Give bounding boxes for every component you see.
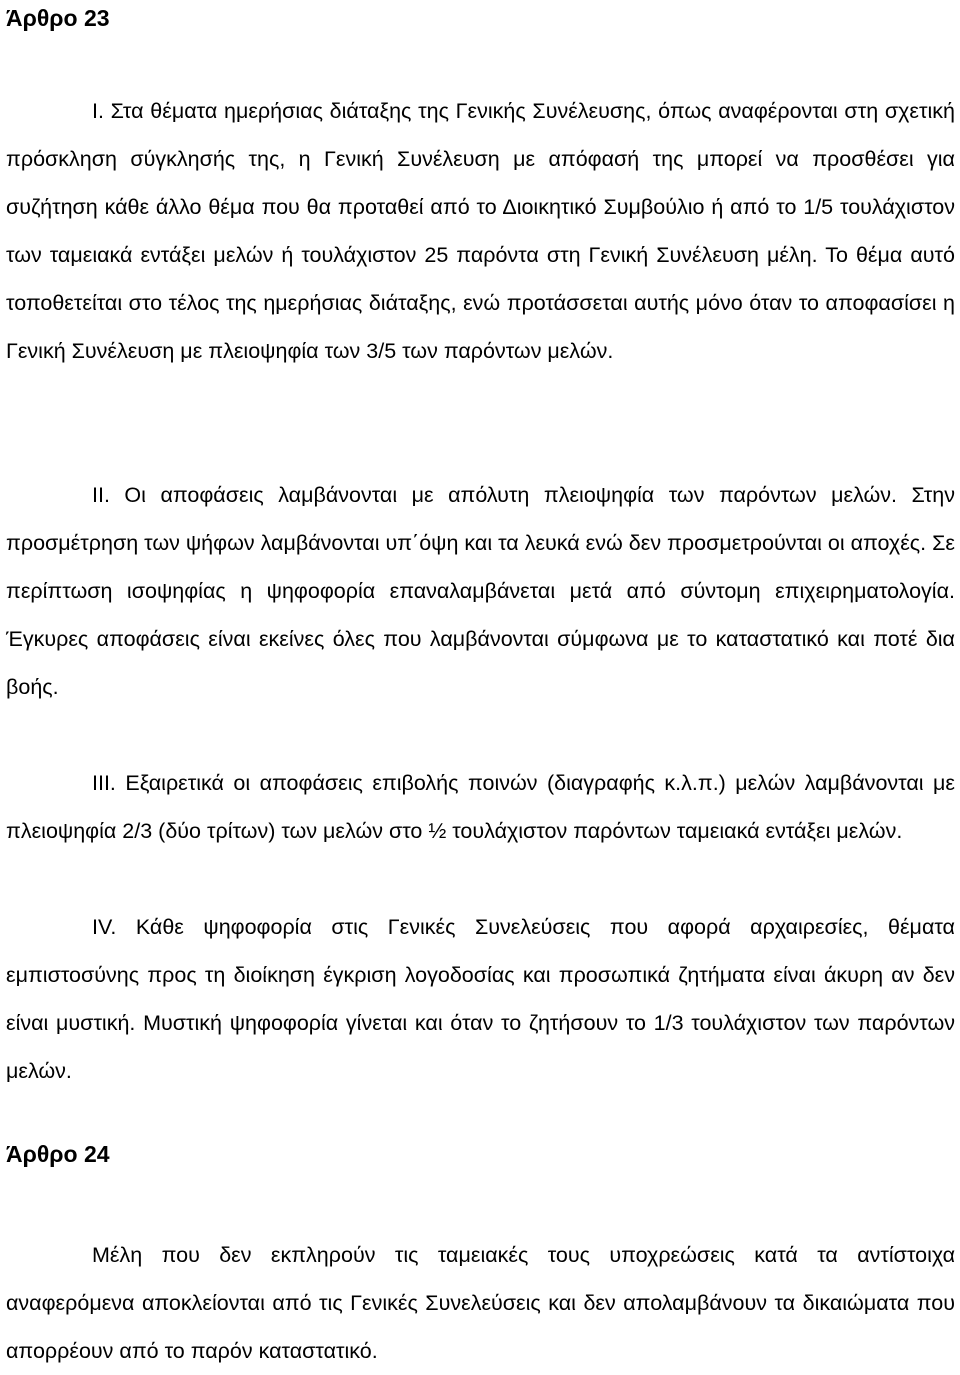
- article-23-paragraph-2: ΙΙ. Οι αποφάσεις λαμβάνονται με απόλυτη πλειοψηφία των παρόντων μελών. Στην προσμέτρηση των ψήφων λαμβάνονται υπ΄όψη και τα λευκά ενώ δεν προσμετρούνται οι αποχές. Σε περίπτωση ισοψηφίας η ψηφοφορία επαναλαμβάνεται μετά από σύντομη επιχειρηματολογία. Έγκυρες αποφάσεις είναι εκείνες όλες που λαμβάνονται σύμφωνα με το καταστατικό και ποτέ δια βοής.: [6, 483, 955, 699]
- article-24-paragraph-1: Μέλη που δεν εκπληρούν τις ταμειακές τους υποχρεώσεις κατά τα αντίστοιχα αναφερόμενα αποκλείονται από τις Γενικές Συνελεύσεις και δεν απολαμβάνουν τα δικαιώματα που απορρέουν από το παρόν καταστατικό.: [6, 1243, 955, 1363]
- article-24-heading: Άρθρο 24: [6, 1141, 110, 1167]
- article-23-paragraph-1: Ι. Στα θέματα ημερήσιας διάταξης της Γενικής Συνέλευσης, όπως αναφέρονται στη σχετική πρόσκληση σύγκλησής της, η Γενική Συνέλευση με απόφασή της μπορεί να προσθέσει για συζήτηση κάθε άλλο θέμα που θα προταθεί από το Διοικητικό Συμβούλιο ή από το 1/5 τουλάχιστον των ταμειακά εντάξει μελών ή τουλάχιστον 25 παρόντα στη Γενική Συνέλευση μέλη. Το θέμα αυτό τοποθετείται στο τέλος της ημερήσιας διάταξης, ενώ προτάσσεται αυτής μόνο όταν το αποφασίσει η Γενική Συνέλευση με πλειοψηφία των 3/5 των παρόντων μελών.: [6, 99, 955, 363]
- article-23-paragraph-4: ΙV. Κάθε ψηφοφορία στις Γενικές Συνελεύσεις που αφορά αρχαιρεσίες, θέματα εμπιστοσύνης προς τη διοίκηση έγκριση λογοδοσίας και προσωπικά ζητήματα είναι άκυρη αν δεν είναι μυστική. Μυστική ψηφοφορία γίνεται και όταν το ζητήσουν το 1/3 τουλάχιστον των παρόντων μελών.: [6, 915, 955, 1083]
- article-23-heading: Άρθρο 23: [6, 5, 110, 31]
- article-23-paragraph-3: ΙΙΙ. Εξαιρετικά οι αποφάσεις επιβολής ποινών (διαγραφής κ.λ.π.) μελών λαμβάνονται με πλειοψηφία 2/3 (δύο τρίτων) των μελών στο ½ τουλάχιστον παρόντων ταμειακά εντάξει μελών.: [6, 771, 955, 843]
